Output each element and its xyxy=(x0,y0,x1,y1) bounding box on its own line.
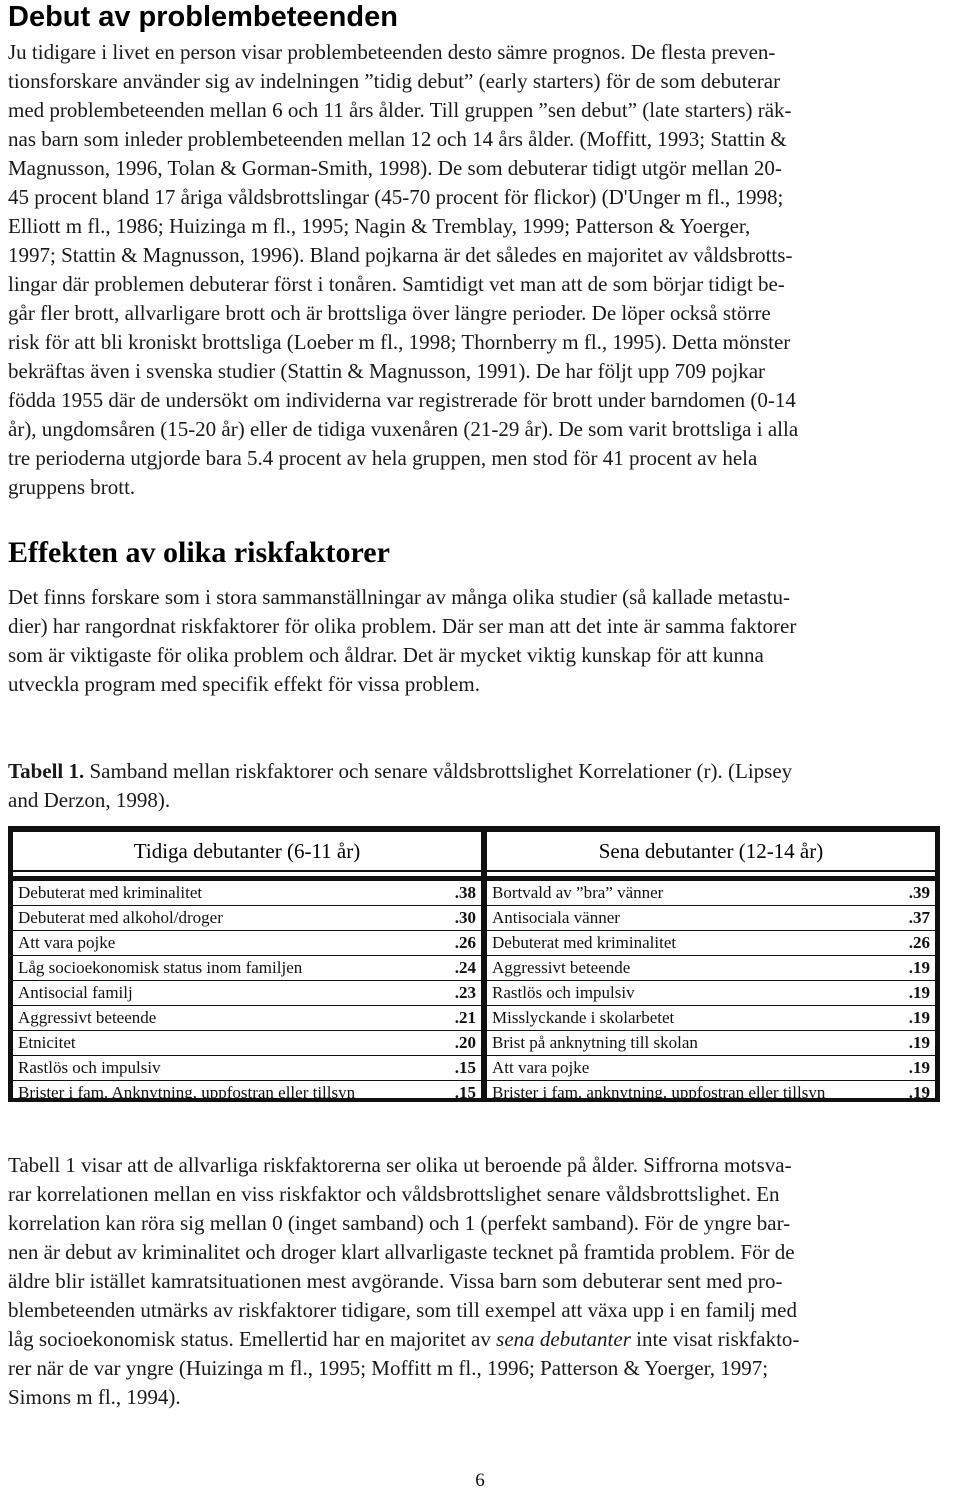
table-header-late: Sena debutanter (12-14 år) xyxy=(487,832,935,872)
risk-factor-name: Bortvald av ”bra” vänner xyxy=(492,883,664,902)
caption-text: Samband mellan riskfaktorer och senare våldsbrottslighet Korrelationer (r). (Lipsey xyxy=(84,759,793,783)
risk-factor-name: Brister i fam. anknytning, uppfostran eller tillsyn xyxy=(492,1083,826,1102)
risk-factor-name: Debuterat med alkohol/droger xyxy=(18,908,223,927)
correlation-value: .38 xyxy=(454,883,476,902)
table-row xyxy=(487,956,935,981)
text-line: dier) har rangordnat riskfaktorer för olika problem. Där ser man att det inte är samma faktorer xyxy=(8,614,797,638)
emphasis-text: sena debutanter xyxy=(496,1327,631,1351)
table-rows-early xyxy=(13,881,481,1105)
caption-line xyxy=(8,757,952,786)
table-row xyxy=(13,931,481,956)
correlation-value: .26 xyxy=(454,933,476,952)
text-line: som är viktigaste för olika problem och åldrar. Det är mycket viktig kunskap för att kunna xyxy=(8,643,764,667)
text-line: Simons m fl., 1994). xyxy=(8,1385,181,1409)
correlation-value: .23 xyxy=(454,983,476,1002)
correlation-value: .19 xyxy=(908,1008,930,1027)
risk-factor-name: Låg socioekonomisk status inom familjen xyxy=(18,958,303,977)
table-column-early xyxy=(13,832,481,1102)
risk-factor-name: Att vara pojke xyxy=(18,933,116,952)
correlation-value: .19 xyxy=(908,1083,930,1102)
text-line: 1997; Stattin & Magnusson, 1996). Bland pojkarna är det således en majoritet av våldsbrotts- xyxy=(8,243,793,267)
text-line: risk för att bli kroniskt brottsliga (Loeber m fl., 1998; Thornberry m fl., 1995). Detta mönster xyxy=(8,330,791,354)
text-line: bekräftas även i svenska studier (Stattin & Magnusson, 1991). De har följt upp 709 pojkar xyxy=(8,359,766,383)
correlation-value: .20 xyxy=(454,1033,476,1052)
text-line: Ju tidigare i livet en person visar problembeteenden desto sämre prognos. De flesta preven- xyxy=(8,40,776,64)
text-line: går fler brott, allvarligare brott och är brottsliga över längre perioder. De löper också större xyxy=(8,301,771,325)
table-row xyxy=(487,1031,935,1056)
text-line: tre perioderna utgjorde bara 5.4 procent av hela gruppen, men stod för 41 procent av hela xyxy=(8,446,758,470)
risk-factor-name: Att vara pojke xyxy=(492,1058,590,1077)
risk-factor-name: Antisociala vänner xyxy=(492,908,620,927)
text-line: gruppens brott. xyxy=(8,475,136,499)
table-row xyxy=(487,906,935,931)
section-heading-riskfaktorer: Effekten av olika riskfaktorer xyxy=(8,536,390,569)
text-segment: inte visat riskfakto- xyxy=(630,1327,800,1351)
table-header-early: Tidiga debutanter (6-11 år) xyxy=(13,832,481,872)
table-row xyxy=(13,906,481,931)
text-line: rer när de var yngre (Huizinga m fl., 1995; Moffitt m fl., 1996; Patterson & Yoerger, 1997; xyxy=(8,1356,769,1380)
table-row xyxy=(487,931,935,956)
correlation-value: .15 xyxy=(454,1058,476,1077)
text-line: år), ungdomsåren (15-20 år) eller de tidiga vuxenåren (21-29 år). De som varit brottsliga i alla xyxy=(8,417,799,441)
risk-factor-name: Debuterat med kriminalitet xyxy=(492,933,677,952)
paragraph-table-discussion xyxy=(8,1151,952,1412)
table-row xyxy=(13,956,481,981)
table-row xyxy=(13,1031,481,1056)
text-line: utveckla program med specifik effekt för vissa problem. xyxy=(8,672,480,696)
table-rows-late xyxy=(487,881,935,1105)
text-line: äldre blir istället kamratsituationen mest avgörande. Vissa barn som debuterar sent med pro- xyxy=(8,1269,783,1293)
table-row xyxy=(13,1081,481,1105)
risk-factor-name: Rastlös och impulsiv xyxy=(492,983,635,1002)
text-line: med problembeteenden mellan 6 och 11 års ålder. Till gruppen ”sen debut” (late starters) räk- xyxy=(8,98,792,122)
risk-factor-name: Antisocial familj xyxy=(18,983,133,1002)
correlation-value: .24 xyxy=(454,958,476,977)
risk-factor-name: Brister i fam. Anknytning, uppfostran eller tillsyn xyxy=(18,1083,356,1102)
text-line: Elliott m fl., 1986; Huizinga m fl., 1995; Nagin & Tremblay, 1999; Patterson & Yoerger, xyxy=(8,214,751,238)
risk-factor-table xyxy=(8,826,940,1102)
paragraph-debut xyxy=(8,38,952,502)
text-line: blembeteenden utmärks av riskfaktorer tidigare, som till exempel att växa upp i en familj med xyxy=(8,1298,797,1322)
risk-factor-name: Aggressivt beteende xyxy=(18,1008,157,1027)
section-heading-debut: Debut av problembeteenden xyxy=(8,1,398,33)
correlation-value: .19 xyxy=(908,983,930,1002)
table-divider xyxy=(487,872,935,881)
table-row xyxy=(13,981,481,1006)
risk-factor-name: Etnicitet xyxy=(18,1033,76,1052)
text-line: Magnusson, 1996, Tolan & Gorman-Smith, 1998). De som debuterar tidigt utgör mellan 20- xyxy=(8,156,782,180)
caption-line: and Derzon, 1998). xyxy=(8,788,171,812)
correlation-value: .30 xyxy=(454,908,476,927)
correlation-value: .21 xyxy=(454,1008,476,1027)
table-row xyxy=(13,1006,481,1031)
correlation-value: .19 xyxy=(908,958,930,977)
table-row xyxy=(13,881,481,906)
risk-factor-name: Debuterat med kriminalitet xyxy=(18,883,203,902)
table-row xyxy=(487,1006,935,1031)
paragraph-riskfaktorer xyxy=(8,583,952,699)
text-line: Det finns forskare som i stora sammanställningar av många olika studier (så kallade metastu- xyxy=(8,585,791,609)
table-divider xyxy=(13,872,481,881)
text-line: nas barn som inleder problembeteenden mellan 12 och 14 års ålder. (Moffitt, 1993; Stattin & xyxy=(8,127,787,151)
text-line: nen är debut av kriminalitet och droger klart allvarligaste tecknet på framtida problem. För de xyxy=(8,1240,795,1264)
risk-factor-name: Misslyckande i skolarbetet xyxy=(492,1008,675,1027)
text-line: korrelation kan röra sig mellan 0 (inget samband) och 1 (perfekt samband). För de yngre bar- xyxy=(8,1211,791,1235)
text-line: 45 procent bland 17 åriga våldsbrottslingar (45-70 procent för flickor) (D'Unger m fl., 1998; xyxy=(8,185,784,209)
risk-factor-name: Rastlös och impulsiv xyxy=(18,1058,161,1077)
correlation-value: .39 xyxy=(908,883,930,902)
table-caption xyxy=(8,757,952,815)
correlation-value: .26 xyxy=(908,933,930,952)
correlation-value: .37 xyxy=(908,908,930,927)
correlation-value: .19 xyxy=(908,1058,930,1077)
table-row xyxy=(487,1056,935,1081)
risk-factor-name: Brist på anknytning till skolan xyxy=(492,1033,698,1052)
text-line: lingar där problemen debuterar först i tonåren. Samtidigt vet man att de som börjar tidigt be- xyxy=(8,272,785,296)
text-line: Tabell 1 visar att de allvarliga riskfaktorerna ser olika ut beroende på ålder. Siffrorna motsva- xyxy=(8,1153,792,1177)
text-line xyxy=(8,1325,952,1354)
text-segment: låg socioekonomisk status. Emellertid har en majoritet av xyxy=(8,1327,497,1351)
text-line: rar korrelationen mellan en viss riskfaktor och våldsbrottslighet senare våldsbrottslighet. En xyxy=(8,1182,780,1206)
risk-factor-name: Aggressivt beteende xyxy=(492,958,631,977)
table-column-late xyxy=(487,832,935,1102)
correlation-value: .19 xyxy=(908,1033,930,1052)
page-number: 6 xyxy=(475,1470,485,1491)
text-line: födda 1955 där de undersökt om individerna var registrerade för brott under barndomen (0-14 xyxy=(8,388,796,412)
text-line: tionsforskare använder sig av indelningen ”tidig debut” (early starters) för de som debuterar xyxy=(8,69,781,93)
table-row xyxy=(487,1081,935,1105)
table-row xyxy=(487,881,935,906)
correlation-value: .15 xyxy=(454,1083,476,1102)
caption-label: Tabell 1. xyxy=(8,759,85,783)
table-row xyxy=(13,1056,481,1081)
table-row xyxy=(487,981,935,1006)
